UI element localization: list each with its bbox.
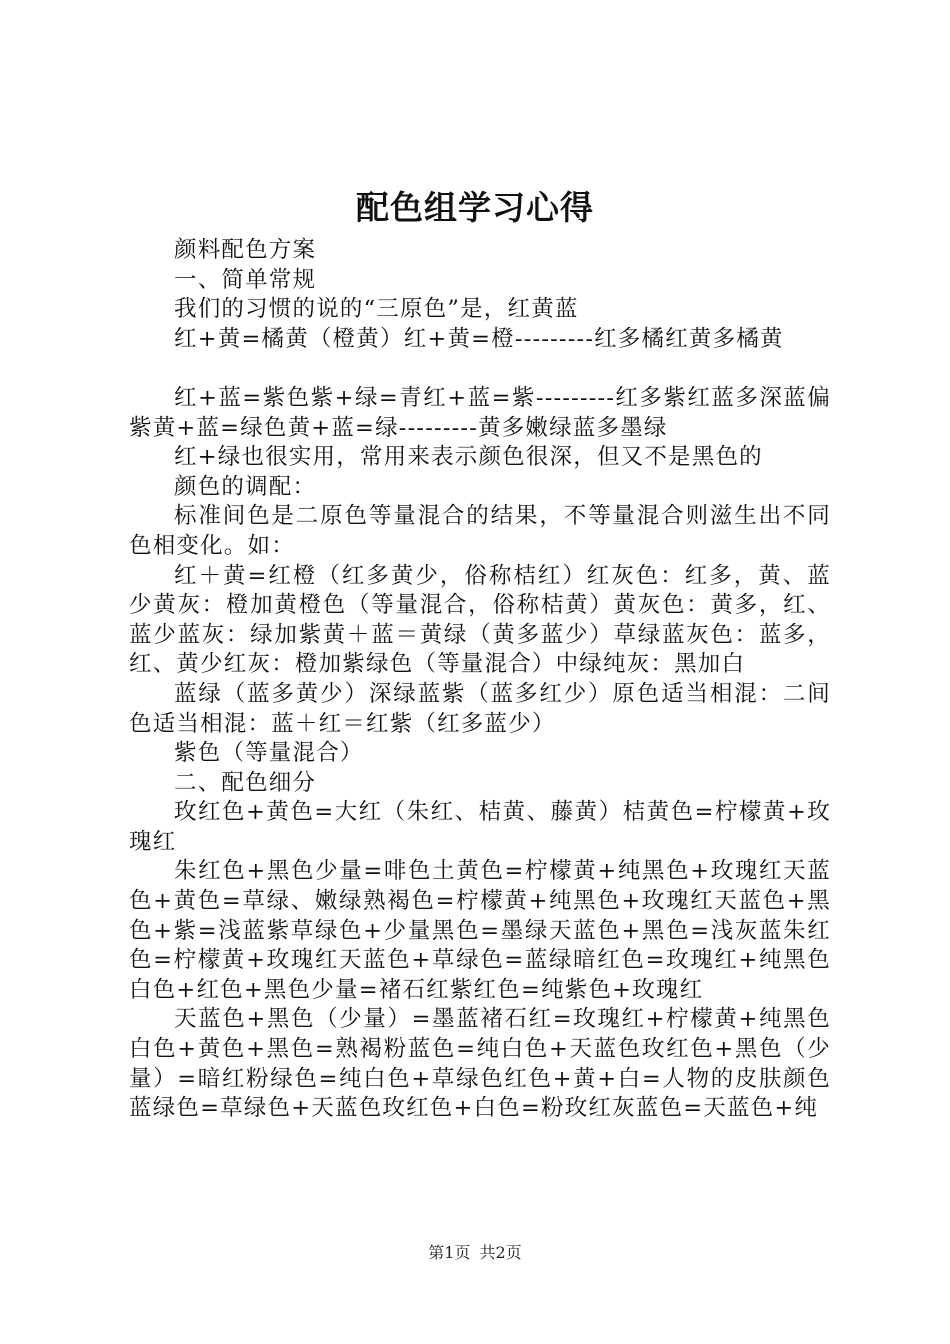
- paragraph: 天蓝色+黑色（少量）=墨蓝褚石红=玫瑰红+柠檬黄+纯黑色白色+黄色+黑色=熟褐粉蓝色=纯白色+天蓝色玫红色+黑色（少量）=暗红粉绿色=纯白色+草绿色红色+黄+白=人物的皮肤颜色蓝绿色=草绿色+天蓝色玫红色+白色=粉玫红灰蓝色=天蓝色+纯: [129, 1006, 831, 1122]
- page-total: 共2页: [479, 1243, 522, 1262]
- paragraph: 一、简单常规: [174, 266, 317, 293]
- paragraph: 红+蓝=紫色紫+绿=青红+蓝=紫---------红多紫红蓝多深蓝偏紫黄+蓝=绿色黄+蓝=绿---------黄多嫩绿蓝多墨绿: [129, 384, 831, 441]
- paragraph: 玫红色+黄色=大红（朱红、桔黄、藤黄）桔黄色=柠檬黄+玫瑰红: [129, 799, 831, 855]
- page-number: 第1页: [428, 1243, 471, 1262]
- paragraph: 蓝绿（蓝多黄少）深绿蓝紫（蓝多红少）原色适当相混：二间色适当相混：蓝＋红＝红紫（红多蓝少）: [129, 680, 831, 737]
- document-body: [129, 236, 831, 1124]
- paragraph: 标准间色是二原色等量混合的结果，不等量混合则滋生出不同色相变化。如：: [129, 503, 831, 559]
- paragraph: 红＋黄=红橙（红多黄少，俗称桔红）红灰色：红多，黄、蓝少黄灰：橙加黄橙色（等量混合，俗称桔黄）黄灰色：黄多，红、蓝少蓝灰：绿加紫黄＋蓝＝黄绿（黄多蓝少）草绿蓝灰色：蓝多，红、黄少红灰：橙加紫绿色（等量混合）中绿纯灰：黑加白: [129, 562, 831, 678]
- paragraph: 颜料配色方案: [174, 237, 317, 263]
- paragraph: 红+黄=橘黄（橙黄）红+黄=橙---------红多橘红黄多橘黄: [174, 325, 784, 352]
- paragraph: 朱红色+黑色少量=啡色土黄色=柠檬黄+纯黑色+玫瑰红天蓝色+黄色=草绿、嫩绿熟褐色=柠檬黄+纯黑色+玫瑰红天蓝色+黑色+紫=浅蓝紫草绿色+少量黑色=墨绿天蓝色+黑色=浅灰蓝朱红色=柠檬黄+玫瑰红天蓝色+草绿色=蓝绿暗红色=玫瑰红+纯黑色白色+红色+黑色少量=褚石红紫红色=纯紫色+玫瑰红: [129, 858, 831, 1003]
- page-footer: [0, 1242, 950, 1264]
- paragraph: 紫色（等量混合）: [174, 740, 364, 767]
- document-title: 配色组学习心得: [356, 188, 594, 227]
- paragraph: 二、配色细分: [174, 769, 317, 796]
- paragraph: 颜色的调配：: [174, 473, 317, 500]
- paragraph: 红+绿也很实用，常用来表示颜色很深，但又不是黑色的: [174, 444, 763, 471]
- paragraph: 我们的习惯的说的“三原色”是，红黄蓝: [174, 296, 579, 323]
